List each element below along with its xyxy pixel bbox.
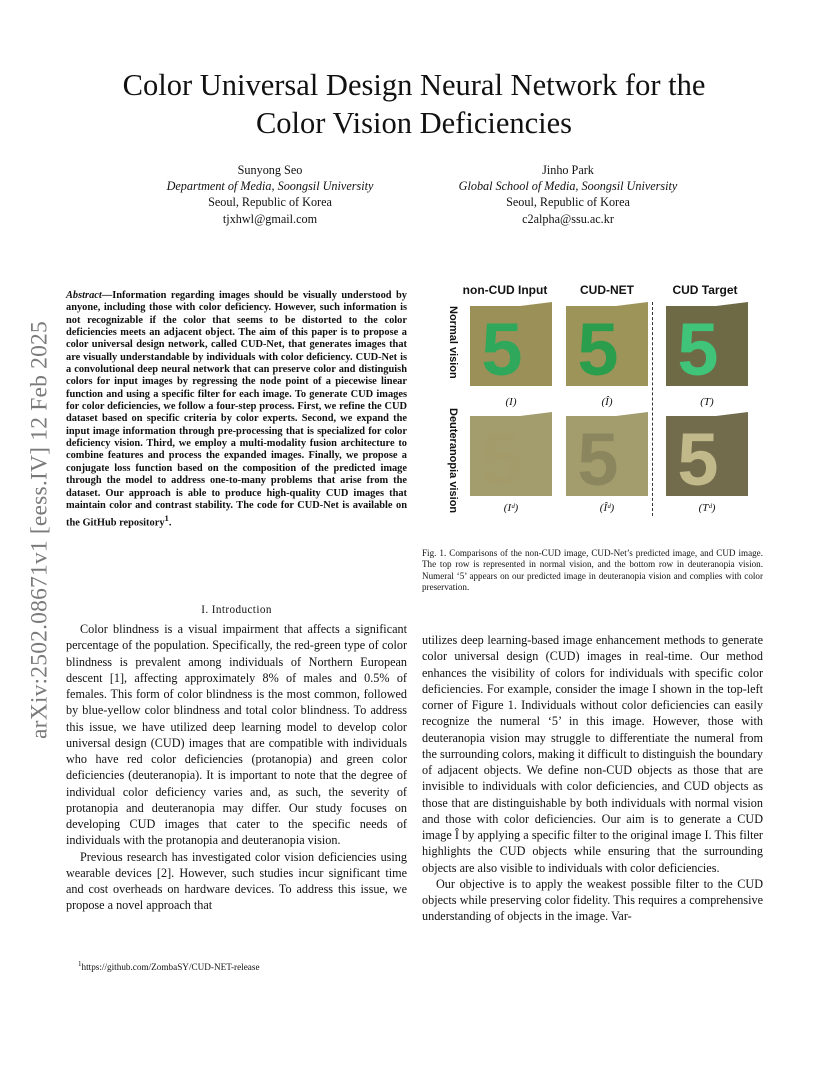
svg-text:5: 5 bbox=[677, 418, 719, 498]
figure-separator bbox=[652, 302, 653, 516]
abstract-text: —Information regarding images should be visually understood by anyone, including those with color deficiency. However, such information is not recognizable if the color that seems to be distorted to the color deficiencies meets an adjacent object. The aim of this paper is to propose a color universal design network, called CUD-Net, that generates images that are visually understandable by individuals with color deficiency. CUD-Net is a convolutional deep neural network that can preserve color and distinguish colors for input images by regressing the node point of a piecewise linear function and using a specific filter for each image. To generate CUD images for color deficiencies, we follow a four-step process. First, we refine the CUD dataset based on specific criteria by color experts. Second, we expand the input image information through pre-processing that is specialized for color deficiency vision. Third, we employ a multi-modality fusion architecture to combine features and process the expanded images. Finally, we propose a conjugate loss function based on the composition of the predicted image through the model to address one-to-many problems that arise from the dataset. Our approach is able to produce high-quality CUD images that maintain color and contrast stability. The code for CUD-Net is available on the GitHub repository bbox=[66, 290, 407, 529]
abstract: Abstract—Information regarding images should be visually understood by anyone, including those with color deficiency. However, such information is not recognizable if the color that seems to be distorted to the color deficiencies meets an adjacent object. The aim of this paper is to propose a color universal design network, called CUD-Net, that generates images that are visually understandable by individuals with color deficiency. CUD-Net is a convolutional deep neural network that can preserve color and distinguish colors for input images by regressing the node point of a piecewise linear function and using a specific filter for each image. To generate CUD images for color deficiencies, we follow a four-step process. First, we refine the CUD dataset based on specific criteria by color experts. Second, we expand the input image information through pre-processing that is specialized for color deficiency vision. Third, we employ a multi-modality fusion architecture to combine features and process the expanded images. Finally, we propose a conjugate loss function based on the composition of the predicted image through the model to address one-to-many problems that arise from the dataset. Our approach is able to produce high-quality CUD images that maintain color and contrast stability. The code for CUD-Net is available on the GitHub repository$^1$. bbox=[66, 290, 407, 529]
figure-column-header: non-CUD Input bbox=[462, 283, 548, 297]
svg-text:5: 5 bbox=[577, 418, 619, 498]
arxiv-stamp bbox=[20, 288, 60, 772]
abstract-label: Abstract bbox=[66, 290, 102, 301]
footnote-mark: 1 bbox=[164, 513, 169, 524]
footnote bbox=[78, 960, 260, 972]
title-line-2: Color Vision Deficiencies bbox=[255, 106, 573, 140]
svg-text:5: 5 bbox=[481, 418, 523, 498]
paragraph: utilizes deep learning-based image enhancement methods to generate color universal design (CUD) images in real-time. Our method enhances the visibility of colors for individuals with specific color deficiencies. For example, consider the image I shown in the top-left corner of Figure 1. Individuals without color deficiencies can easily recognize the numeral ‘5’ in this image. However, those with deuteranopia vision may struggle to differentiate the numeral from the surrounding colors, making it difficult to distinguish the boundary of adjacent objects. We define non-CUD objects as those that are invisible to individuals with color deficiencies, and CUD objects as those that are distinguishable by both individuals with normal vision and those with color deficiencies. Our aim is to generate a CUD image Î by applying a specific filter to the original image I. This filter highlights the CUD objects while ensuring that the surrounding objects are also visible to individuals with color deficiencies. bbox=[422, 633, 763, 875]
figure-row-label: Deuteranopia vision bbox=[447, 408, 459, 514]
author-location: Seoul, Republic of Korea bbox=[506, 195, 630, 210]
footnote-link[interactable]: https://github.com/ZombaSY/CUD-NET-release bbox=[81, 962, 260, 973]
author-location: Seoul, Republic of Korea bbox=[208, 195, 332, 210]
figure-tile bbox=[664, 302, 750, 388]
author-affiliation: Global School of Media, Soongsil University bbox=[458, 179, 678, 194]
author-affiliation: Department of Media, Soongsil University bbox=[166, 179, 374, 194]
author-name: Jinho Park bbox=[542, 163, 594, 177]
figure-tile bbox=[664, 412, 750, 498]
title-line-1: Color Universal Design Neural Network for the bbox=[122, 68, 706, 102]
figure-tile bbox=[564, 412, 650, 498]
figure-1 bbox=[440, 280, 765, 535]
body-column-left bbox=[66, 621, 407, 914]
paper-title bbox=[60, 66, 768, 142]
figure-tile-label: (Î) bbox=[601, 396, 613, 408]
footnote-number: 1 bbox=[78, 960, 82, 968]
svg-text:5: 5 bbox=[577, 308, 619, 388]
figure-tile bbox=[468, 302, 554, 388]
figure-tile-label: (Iᵈ) bbox=[503, 502, 519, 514]
author-name: Sunyong Seo bbox=[237, 163, 303, 177]
paragraph: Our objective is to apply the weakest possible filter to the CUD objects while preserving color fidelity. This requires a comprehensive understanding of objects in the image. Var- bbox=[422, 876, 763, 924]
figure-tile-label: (T) bbox=[700, 396, 714, 408]
figure-tile-label: (Tᵈ) bbox=[698, 502, 716, 514]
section-heading: I. Introduction bbox=[201, 604, 272, 616]
figure-tile bbox=[468, 412, 554, 498]
paragraph: Color blindness is a visual impairment that affects a significant percentage of the population. Specifically, the red-green type of color blindness is prevalent among individuals of Northern European descent [1], affecting approximately 8% of males and 0.5% of females. This form of color blindness is the most common, followed by blue-yellow color blindness and total color blindness. To address this issue, we have utilized deep learning model to develop color universal design (CUD) images that are compatible with individuals who have red color deficiencies (protanopia) and green color deficiencies (deuteranopia). It is important to note that the degree of individual color deficiency varies and, as such, the severity of protanopia and deuteranopia may differ. Our study focuses on developing CUD images that cater to the specific needs of individuals with the protanopia and deuteranopia vision. bbox=[66, 622, 407, 848]
author-email[interactable]: c2alpha@ssu.ac.kr bbox=[522, 211, 614, 226]
figure-tile-label: (Îᵈ) bbox=[599, 502, 615, 514]
figure-row-label: Normal vision bbox=[447, 306, 459, 379]
author-block-2 bbox=[430, 162, 706, 227]
figure-tile-label: (I) bbox=[505, 396, 517, 408]
paragraph: Previous research has investigated color vision deficiencies using wearable devices [2]. However, such studies incur significant time and cost overheads on hardware devices. To address this issue, we propose a novel approach that bbox=[66, 849, 407, 913]
figure-column-header: CUD-NET bbox=[580, 283, 634, 297]
svg-text:5: 5 bbox=[481, 308, 523, 388]
arxiv-id[interactable]: arXiv:2502.08671v1 [eess.IV] 12 Feb 2025 bbox=[26, 321, 53, 739]
author-block-1 bbox=[150, 162, 390, 227]
body-column-right bbox=[422, 632, 763, 925]
svg-text:5: 5 bbox=[677, 308, 719, 388]
figure-tile bbox=[564, 302, 650, 388]
figure-column-header: CUD Target bbox=[672, 283, 738, 297]
figure-caption: Fig. 1. Comparisons of the non-CUD image, CUD-Net’s predicted image, and CUD image. The top row is represented in normal vision, and the bottom row in deuteranopia vision. Numeral ‘5’ appears on our predicted image in deuteranopia vision and complies with color preservation. bbox=[422, 548, 763, 593]
author-email[interactable]: tjxhwl@gmail.com bbox=[222, 211, 318, 226]
